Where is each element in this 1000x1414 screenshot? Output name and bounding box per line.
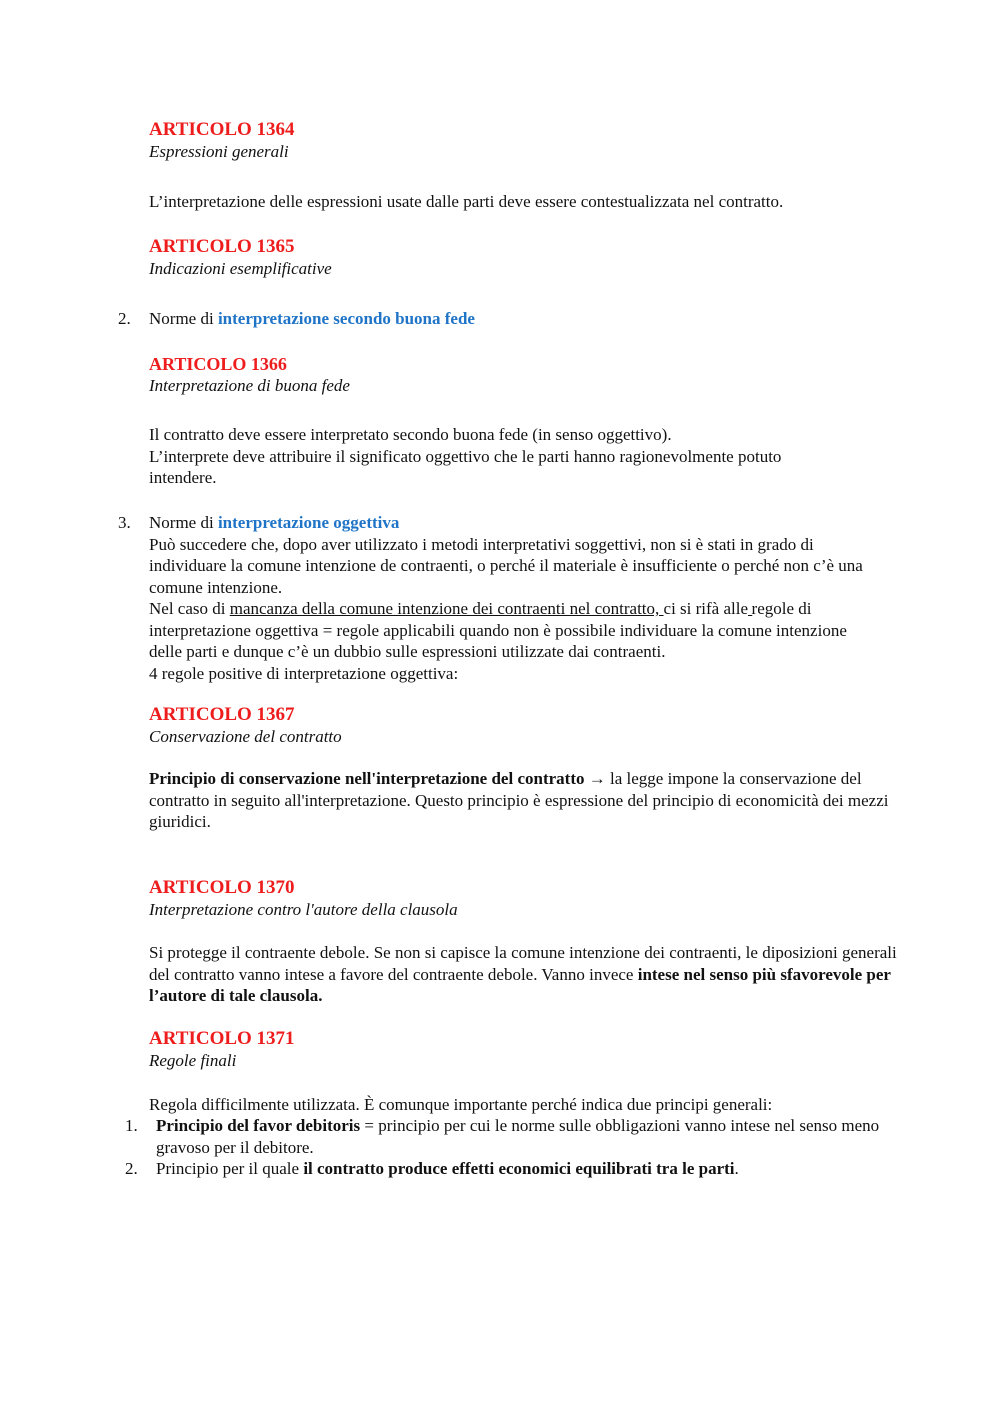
article-title: ARTICOLO 1365 — [149, 236, 295, 257]
article-1366 — [149, 353, 909, 397]
article-title: ARTICOLO 1367 — [149, 704, 295, 725]
paragraph-1371-intro: Regola difficilmente utilizzata. È comunque importante perché indica due principi generali: — [149, 1095, 773, 1114]
heading-highlight: interpretazione secondo buona fede — [217, 309, 475, 328]
article-subtitle: Interpretazione di buona fede — [149, 376, 350, 395]
article-subtitle: Espressioni generali — [149, 142, 289, 161]
article-1365 — [149, 236, 909, 280]
article-title: ARTICOLO 1371 — [149, 1028, 295, 1049]
list-number: 2. — [118, 309, 131, 328]
heading-prefix: Norme di — [149, 309, 218, 328]
list-number: 3. — [118, 513, 131, 532]
text-run: Si protegge il contraente debole. Se non si capisce la comune intenzione dei contraenti, le diposizioni generali del contratto vanno intese a favore del contraente debole. Vanno invece — [149, 943, 897, 984]
article-1367 — [149, 704, 909, 748]
paragraph-1364: L’interpretazione delle espressioni usate dalle parti deve essere contestualizzata nel contratto. — [149, 192, 784, 211]
text-run: ci si rifà alle — [663, 599, 749, 618]
article-title: ARTICOLO 1364 — [149, 119, 295, 140]
bold-text: Principio del favor debitoris — [156, 1116, 361, 1135]
list-number: 2. — [125, 1159, 138, 1178]
paragraph-1366 — [149, 424, 849, 489]
text-run: Nel caso di — [149, 599, 230, 618]
list-item — [156, 1158, 901, 1180]
article-subtitle: Regole finali — [149, 1051, 237, 1070]
paragraph: Può succedere che, dopo aver utilizzato i metodi interpretativi soggettivi, non si è stati in grado di individuare la comune intenzione de contraenti, o perché il materiale è insufficiente o perché non c’è una comune intenzione. — [149, 534, 863, 597]
article-subtitle: Indicazioni esemplificative — [149, 259, 332, 278]
text-run: la legge impone la conservazione del contratto in seguito all'interpretazione. Questo principio è espressione del principio di economicità dei mezzi giuridici. — [149, 769, 889, 831]
paragraph-line: L’interprete deve attribuire il significato oggettivo che le parti hanno ragionevolmente potuto intendere. — [149, 446, 782, 487]
bold-text: il contratto produce effetti economici equilibrati tra le parti — [303, 1159, 735, 1178]
heading-highlight: interpretazione oggettiva — [217, 513, 400, 532]
paragraph-line: Il contratto deve essere interpretato secondo buona fede (in senso oggettivo). — [149, 425, 672, 444]
text-run: = principio per cui le norme sulle obbligazioni vanno intese nel senso meno gravoso per il debitore. — [156, 1116, 880, 1157]
text-run: . — [734, 1159, 739, 1178]
section-heading-3 — [149, 512, 879, 534]
article-1370 — [149, 877, 909, 921]
underlined-text: mancanza della comune intenzione dei contraenti nel contratto, — [229, 599, 664, 618]
heading-prefix: Norme di — [149, 513, 218, 532]
list-number: 1. — [125, 1116, 138, 1135]
text-run: Principio per il quale — [156, 1159, 304, 1178]
paragraph-1370 — [149, 942, 905, 1007]
article-subtitle: Conservazione del contratto — [149, 727, 342, 746]
paragraph — [149, 598, 879, 663]
bold-text: intese nel senso più sfavorevole per l’autore di tale clausola. — [149, 964, 891, 1005]
article-title: ARTICOLO 1366 — [149, 354, 287, 374]
bold-text: Principio di conservazione nell'interpretazione del contratto — [149, 769, 585, 788]
article-1371 — [149, 1028, 909, 1072]
arrow-icon: → — [588, 769, 606, 788]
article-1364 — [149, 119, 909, 163]
section-3 — [149, 512, 879, 684]
paragraph: 4 regole positive di interpretazione oggettiva: — [149, 663, 459, 683]
article-subtitle: Interpretazione contro l'autore della clausola — [149, 900, 458, 919]
text-run: regole di interpretazione oggettiva = regole applicabili quando non è possibile individuare la comune intenzione delle parti e dunque c’è un dubbio sulle espressioni utilizzate dai contraenti. — [149, 599, 847, 661]
list-item — [156, 1115, 901, 1158]
paragraph-1367 — [149, 768, 907, 833]
section-heading-2 — [149, 308, 909, 330]
article-title: ARTICOLO 1370 — [149, 877, 295, 898]
